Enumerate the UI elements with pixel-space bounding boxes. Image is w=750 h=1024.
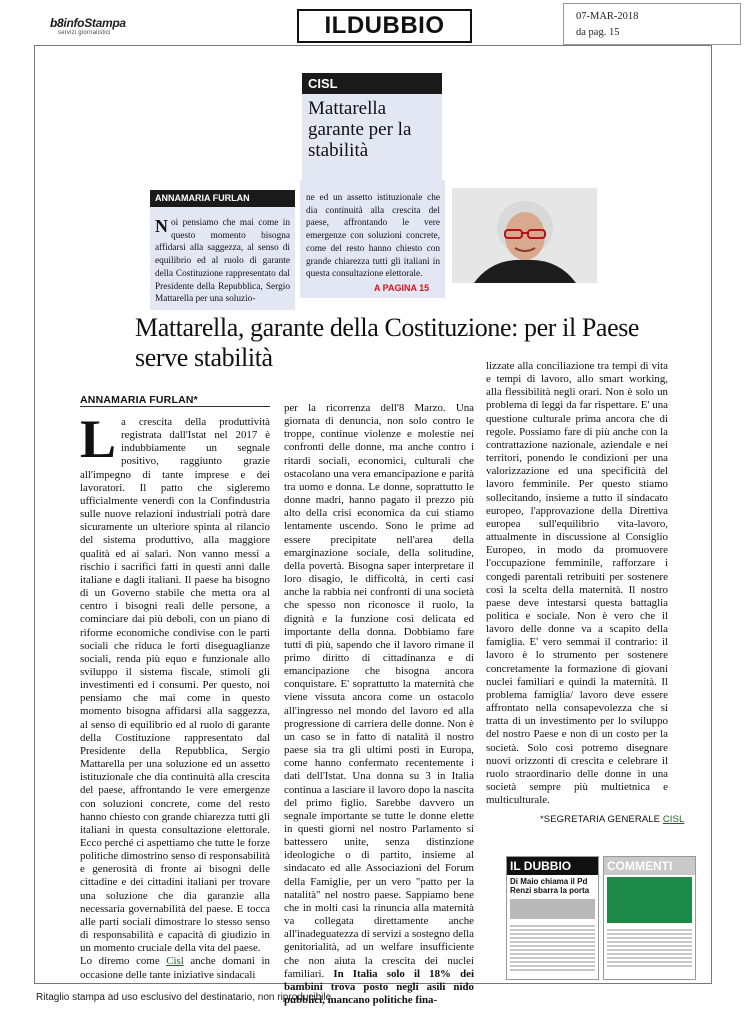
column-2-bold-text: In Italia solo il 18% dei bambini trova posto negli asili nido pubblici, mancano politiche fina- [284, 967, 474, 1007]
agency-brand-prefix: b8 [50, 16, 64, 30]
agency-tagline: servizi giornalistici [58, 30, 111, 36]
teaser-title: Mattarella garante per la stabilità [308, 98, 412, 161]
signature-prefix: *SEGRETARIA GENERALE [540, 814, 663, 825]
article-headline: Mattarella, garante della Costituzione: per il Paese serve stabilità [135, 313, 640, 372]
article-column-1 [80, 409, 270, 982]
agency-logo [50, 16, 126, 36]
teaser-text-col1 [150, 207, 295, 310]
agency-brand-main: infoStampa [63, 16, 126, 30]
column-1-text: a crescita della produttività registrata dall'Istat nel 2017 è indubbiamente un segnale positivo, raggiunto grazie all'impegno di tante imprese e dei lavoratori. Il patto che sigleremo ufficialmente venerdì con la Confindustria sulle nuove relazioni industriali potrà dare sicuramente un ulteriore spinta al rilancio del sistema produttivo, alla maggiore qualità ed ai salari. Non vanno messi a rischio i sacrifici fatti in questi anni dalle italiane e dagli italiani. Il paese ha bisogno di un Governo stabile che metta ora al centro i bisogni reali delle persone, a cominciare dai più deboli, con un piano di riforme economiche condivise con le parti sociali che riduca le forti diseguaglianze sociali, renda più equo e funzionale allo sviluppo il sistema fiscale, stimoli gli investimenti ed i consumi. Per questo, noi pensiamo che mai come in questo momento bisogna affidarsi alla saggezza, al senso di equilibrio ed al ruolo di garante della Costituzione rappresentato dal Presidente della Repubblica, Sergio Mattarella per una soluzione ed un assetto istituzionale che dia continuità alla crescita del paese, affrontando le vere emergenze con soluzioni concrete, come del resto hanno chiesto con grande chiarezza tutti gli italiani in questa consultazione elettorale. Ecco perché ci aspettiamo che tutte le forze politiche dimostrino senso di responsabilità e generosità di fronte ai bisogni delle cittadine e dei cittadini italiani per trovare una soluzione che dia garanzie alla necessaria governabilità del paese. E tocca alle parti sociali dimostrare lo stesso senso di responsabilità e capacità di giudizio in un momento cruciale della vita del paese. [80, 416, 270, 955]
column-1-tail-a: Lo diremo come [80, 955, 167, 968]
thumbnail-headline: Di Maio chiama il Pd Renzi sbarra la porta [510, 877, 590, 895]
thumbnail-photo [510, 899, 595, 919]
author-portrait-photo [452, 188, 597, 283]
article-column-2 [284, 402, 474, 1007]
page-reference: da pag. 15 [576, 27, 620, 38]
teaser-text-col2 [300, 180, 445, 298]
article-column-3 [486, 360, 668, 807]
page-thumbnail-front[interactable] [506, 856, 599, 980]
newspaper-masthead: ILDUBBIO [297, 9, 472, 43]
portrait-illustration [452, 188, 597, 283]
teaser-col1-text: oi pensiamo che mai come in questo momento bisogna affidarsi alla saggezza, al senso di equilibrio ed al ruolo di garante della Costituzione rappresentato dal Presidente della Repubblica, Sergio Mattarella per una soluzio- [155, 218, 290, 305]
footer-copyright-note: Ritaglio stampa ad uso esclusivo del destinatario, non riproducibile. [36, 992, 334, 1003]
teaser-dropcap: N [155, 216, 168, 236]
article-dropcap: L [80, 409, 117, 469]
column-3-text: lizzate alla conciliazione tra tempi di vita e tempi di lavoro, allo smart working, alla flessibilità negli orari. Non è solo un problema di leggi da far rispettare. E' una questione culturale prima ancora che di regole. Possiamo fare di più anche con la contrattazione nazionale, aziendale e nei territori, ponendo le condizioni per una valorizzazione ed una specificità del lavoro femminile. Per questo stiamo sollecitando, insieme a tutto il sindacato europeo, l'approvazione della Direttiva europea sull'equilibrio vita-lavoro, attualmente in discussione al Consiglio Europeo, in modo da promuovere l'occupazione femminile, rafforzare i congedi parentali retribuiti per sostenere così la scelta della maternità. Il nostro paese deve intestarsi questa battaglia politica e sociale. Non è vero che il lavoro delle donne va a scapito della famiglia. E' vero semmai il contrario: il lavoro è lo strumento per sostenere concretamente la formazione di giovani nuclei familiari e quindi la maternità. Il problema famiglia/ lavoro deve essere affrontato nella consapevolezza che si tratta di un investimento per lo sviluppo del nostro Paese e non di un costo per la società. Solo così potremo disegnare nuovi orizzonti di crescita e celebrare il ruolo straordinario delle donne in una società sempre più multietnica e multiculturale. [486, 360, 668, 807]
column-1-tail-b: anche domani in occasione delle tante iniziative sindacali [80, 955, 270, 981]
thumbnail-highlight-block [607, 877, 692, 923]
thumbnail-text-lines-2 [604, 925, 695, 971]
thumbnail-section-masthead: COMMENTI [604, 857, 695, 875]
thumbnail-text-lines [507, 921, 598, 975]
article-byline: ANNAMARIA FURLAN* [80, 394, 198, 406]
column-2-text: per la ricorrenza dell'8 Marzo. Una giornata di denuncia, non solo contro le troppe, continue violenze e molestie nei confronti delle donne, ma anche contro i ritardi sociali, economici, culturali che ostacolano una vera emancipazione e parità tra uomo e donna. Le donne, soprattutto le donne madri, hanno pagato il prezzo più alto della crisi economica da cui stiamo lentamente uscendo. Sono le prime ad essere precipitate nell'area della emarginazione sociale, della solitudine, della povertà. Bisogna saper interpretare il loro disagio, le difficoltà, in certi casi anche la rabbia nei confronti di una società che spesso non riconosce il ruolo, la dignità e la funzione così delicata ed importante della donna. Dobbiamo fare tutti di più, sapendo che il lavoro rimane il primo diritto di cittadinanza e di emancipazione che bisogna ancora conquistare. E' soprattutto la maternità che viene vissuta ancora come un ostacolo all'ingresso nel mondo del lavoro ed alla progressione di carriera delle donne. Non è un caso se in fatto di natalità il nostro paese sia tra gli ultimi posti in Europa, come hanno confermato recentemente i dati dell'Istat. Una donna su 3 in Italia continua a lasciare il lavoro dopo la nascita del primo figlio. Sarebbe davvero un segnale importante se tutte le donne elette in questi giorni nel nostro Parlamento si battessero unite, senza distinzione ideologiche o di partito, insieme al sindacato ed alle Associazioni del Forum della Famiglie, per un vero "patto per la natalità" nel nostro paese. Sappiamo bene che in molti casi la rinuncia alla maternità va collegata direttamente anche all'inadeguatezza di servizi a sostegno della genitorialità, ad un welfare insufficiente che non aiuta la crescita dei nuclei familiari. [284, 402, 474, 980]
publication-date: 07-MAR-2018 [576, 11, 639, 22]
teaser-author: ANNAMARIA FURLAN [150, 190, 295, 207]
thumbnail-masthead: IL DUBBIO [507, 857, 598, 875]
teaser-page-ref: A PAGINA 15 [374, 283, 430, 293]
teaser-title-box [302, 73, 442, 180]
author-signature [540, 814, 684, 825]
teaser-col2-text: ne ed un assetto istituzionale che dia continuità alla crescita del paese, affrontando le vere emergenze con soluzioni concrete, come del resto hanno chiesto con grande chiarezza tutti gli italiani in questa consultazione elettorale. [306, 193, 440, 280]
byline-rule [80, 406, 270, 407]
cisl-link[interactable]: Cisl [166, 955, 184, 968]
signature-cisl-link[interactable]: CISL [662, 814, 685, 825]
page-thumbnail-comments[interactable] [603, 856, 696, 980]
teaser-section-label: CISL [302, 73, 442, 94]
date-box [563, 3, 741, 45]
